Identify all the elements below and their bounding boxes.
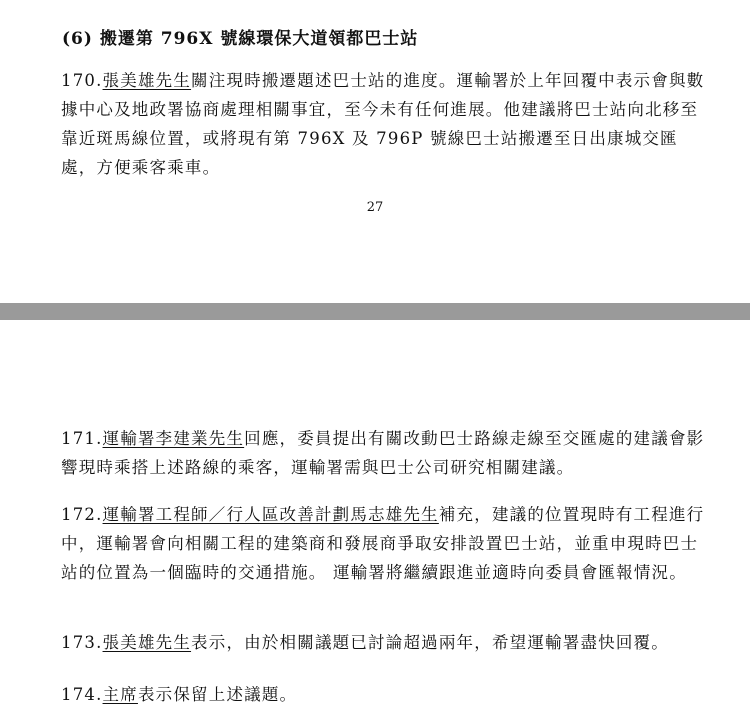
paragraph-number: 172. — [61, 505, 103, 524]
paragraph-text: 回應，委員提出有關改動巴士路線走線至交匯處的建議會影響現時乘搭上述路線的乘客，運輸署需與巴士公司研究相關建議。 — [61, 429, 705, 477]
speaker-name: 運輸署工程師／行人區改善計劃馬志雄先生 — [102, 505, 439, 524]
page-28 — [0, 320, 750, 715]
paragraph-170 — [61, 66, 711, 182]
speaker-name: 張美雄先生 — [102, 633, 192, 652]
page-separator — [0, 303, 750, 320]
paragraph-171 — [61, 424, 711, 482]
paragraph-number: 174. — [61, 685, 103, 704]
speaker-name: 運輸署李建業先生 — [102, 429, 245, 448]
paragraph-text: 表示保留上述議題。 — [137, 685, 298, 704]
paragraph-number: 171. — [61, 429, 103, 448]
section-heading: (6) 搬遷第 796X 號線環保大道領都巴士站 — [62, 29, 419, 49]
paragraph-172 — [61, 500, 711, 587]
paragraph-text: 關注現時搬遷題述巴士站的進度。運輸署於上年回覆中表示會與數據中心及地政署協商處理相關事宜，至今未有任何進展。他建議將巴士站向北移至靠近斑馬線位置，或將現有第 796X 及 796P 號線巴士站搬遷至日出康城交匯處，方便乘客乘車。 — [61, 71, 705, 177]
page-27 — [0, 0, 750, 303]
speaker-name: 張美雄先生 — [102, 71, 192, 90]
paragraph-text: 表示，由於相關議題已討論超過兩年，希望運輸署盡快回覆。 — [191, 633, 669, 652]
paragraph-number: 173. — [61, 633, 103, 652]
paragraph-number: 170. — [61, 71, 103, 90]
page-number: 27 — [366, 200, 384, 215]
speaker-name: 主席 — [102, 685, 138, 704]
paragraph-173 — [61, 628, 711, 657]
paragraph-174 — [61, 680, 711, 709]
paragraph-text: 補充，建議的位置現時有工程進行中，運輸署會向相關工程的建築商和發展商爭取安排設置巴士站，並重申現時巴士站的位置為一個臨時的交通措施。 運輸署將繼續跟進並適時向委員會匯報情況。 — [61, 505, 705, 582]
